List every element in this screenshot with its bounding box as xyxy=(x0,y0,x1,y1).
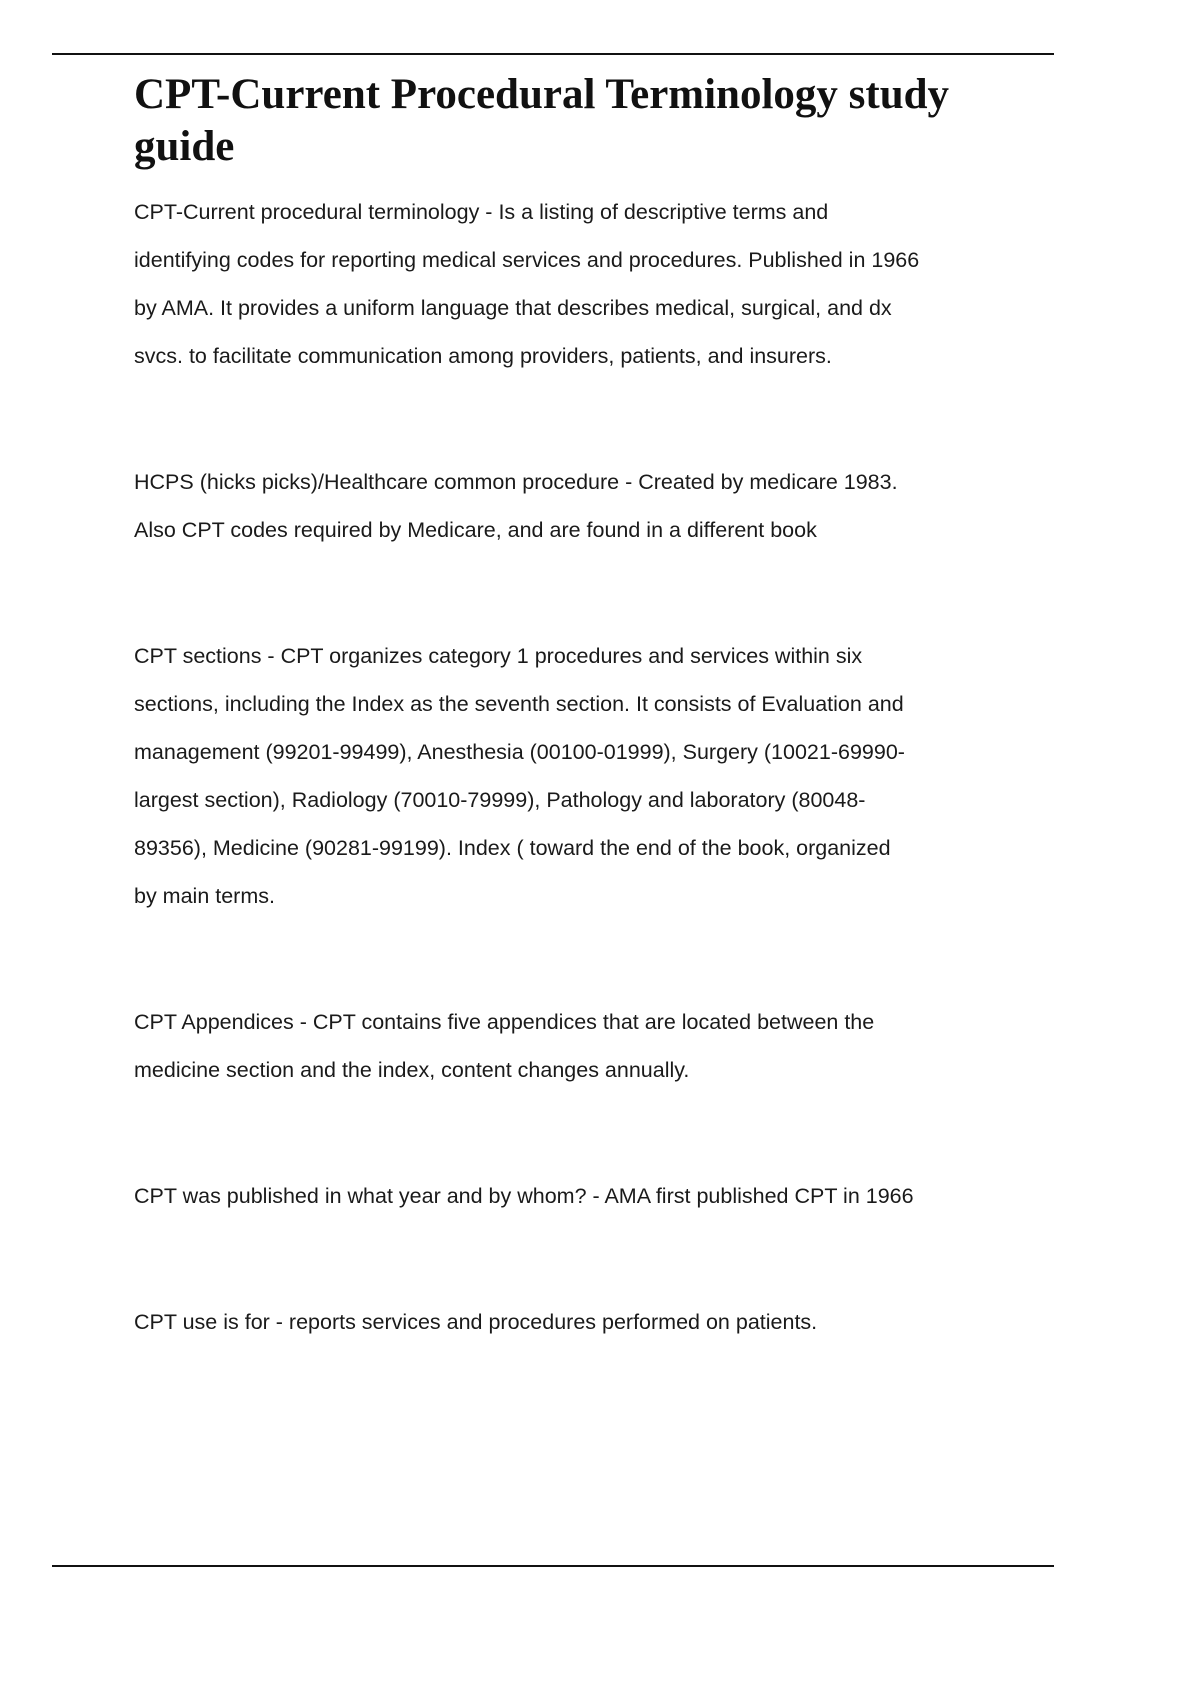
paragraph-line: medicine section and the index, content changes annually. xyxy=(134,1058,690,1082)
paragraph xyxy=(134,632,1034,920)
paragraph-line: management (99201-99499), Anesthesia (00100-01999), Surgery (10021-69990- xyxy=(134,740,905,764)
document-body xyxy=(134,69,1034,1424)
paragraph xyxy=(134,998,1034,1094)
paragraph-line: CPT sections - CPT organizes category 1 procedures and services within six xyxy=(134,644,863,668)
paragraph-line: identifying codes for reporting medical services and procedures. Published in 1966 xyxy=(134,248,920,272)
paragraph-line: CPT Appendices - CPT contains five appendices that are located between the xyxy=(134,1010,875,1034)
bottom-rule xyxy=(52,1565,1054,1567)
title-line: CPT-Current Procedural Terminology study xyxy=(134,71,950,118)
paragraph xyxy=(134,188,1034,380)
paragraph-line: HCPS (hicks picks)/Healthcare common procedure - Created by medicare 1983. xyxy=(134,470,898,494)
paragraph-line: by main terms. xyxy=(134,884,275,908)
document-title xyxy=(134,69,1034,173)
paragraph-line: Also CPT codes required by Medicare, and are found in a different book xyxy=(134,518,817,542)
paragraph xyxy=(134,1172,1034,1220)
paragraph xyxy=(134,458,1034,554)
paragraph-line: 89356), Medicine (90281-99199). Index ( toward the end of the book, organized xyxy=(134,836,891,860)
top-rule xyxy=(52,53,1054,55)
paragraph-line: CPT was published in what year and by whom? - AMA first published CPT in 1966 xyxy=(134,1184,914,1208)
paragraph-line: CPT use is for - reports services and procedures performed on patients. xyxy=(134,1310,818,1334)
paragraph-line: svcs. to facilitate communication among providers, patients, and insurers. xyxy=(134,344,832,368)
paragraph-line: CPT-Current procedural terminology - Is a listing of descriptive terms and xyxy=(134,200,829,224)
paragraph-line: largest section), Radiology (70010-79999), Pathology and laboratory (80048- xyxy=(134,788,866,812)
paragraph xyxy=(134,1298,1034,1346)
paragraph-list xyxy=(134,188,1034,1346)
paragraph-line: sections, including the Index as the seventh section. It consists of Evaluation and xyxy=(134,692,904,716)
title-line: guide xyxy=(134,123,235,170)
paragraph-line: by AMA. It provides a uniform language that describes medical, surgical, and dx xyxy=(134,296,892,320)
